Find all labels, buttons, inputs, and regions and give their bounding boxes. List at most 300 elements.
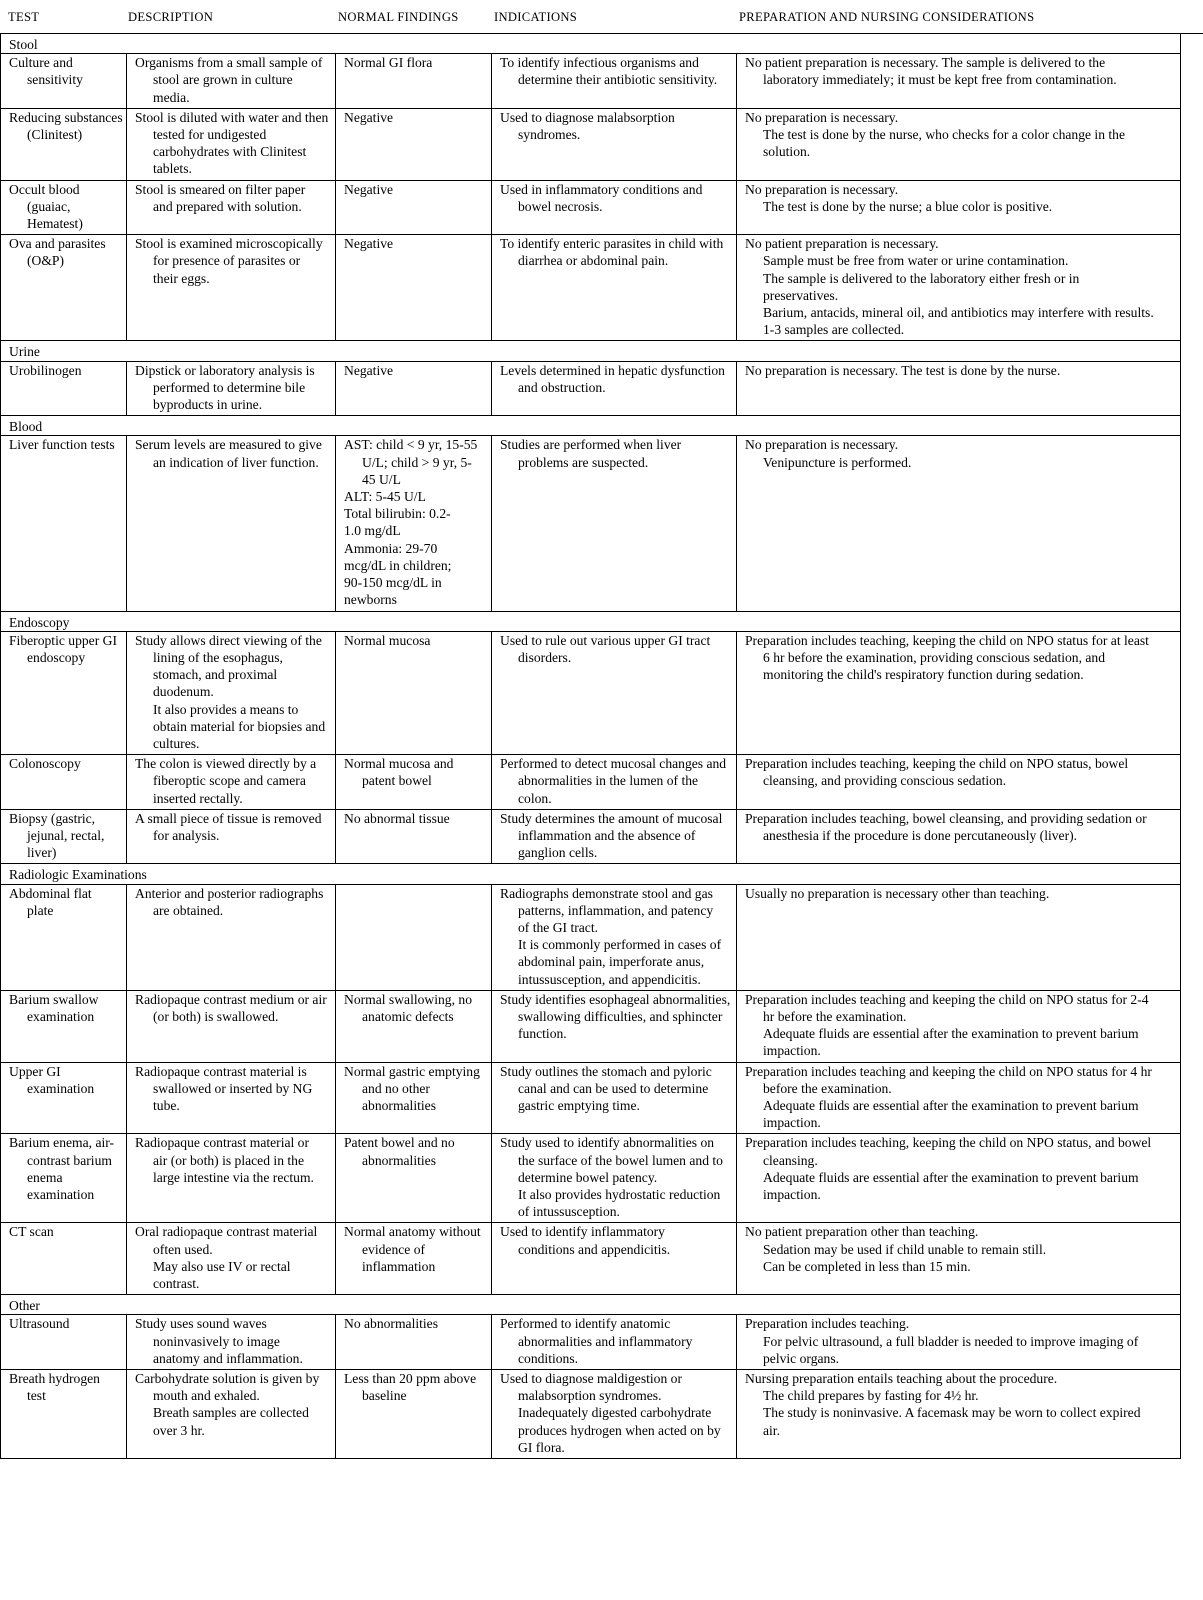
- preparation-line: Usually no preparation is necessary other than teaching.: [745, 885, 1050, 901]
- normal-findings-line: and no other: [362, 1080, 430, 1096]
- description-line: Carbohydrate solution is given by: [135, 1371, 320, 1387]
- indications-line: Levels determined in hepatic dysfunction: [500, 362, 725, 378]
- test-cell: [1, 1315, 127, 1370]
- description-line: Stool is diluted with water and then: [135, 109, 329, 125]
- description-line: anatomy and inflammation.: [153, 1350, 303, 1366]
- table-row: [1, 809, 1181, 864]
- indications-line: It also provides hydrostatic reduction: [518, 1187, 721, 1202]
- preparation-line: Nursing preparation entails teaching about the procedure.: [745, 1371, 1058, 1387]
- test-line: Upper GI: [9, 1063, 61, 1079]
- test-line: Ova and parasites: [9, 236, 106, 252]
- header-normal-findings: NORMAL FINDINGS: [338, 10, 459, 24]
- indications-line: abnormalities and inflammatory: [518, 1333, 693, 1349]
- section-row: [1, 34, 1181, 54]
- description-line: tube.: [153, 1097, 180, 1113]
- description-line: air (or both) is placed in the: [153, 1152, 304, 1168]
- description-cell: [127, 1223, 336, 1295]
- indications-cell: [492, 809, 737, 864]
- preparation-line: No patient preparation is necessary.: [745, 236, 939, 252]
- preparation-cell: [737, 990, 1181, 1062]
- indications-cell: [492, 436, 737, 611]
- test-line: examination: [27, 1187, 95, 1202]
- normal-findings-line: U/L; child > 9 yr, 5-: [362, 454, 472, 470]
- normal-findings-line: Normal gastric emptying: [344, 1063, 480, 1079]
- indications-line: GI flora.: [518, 1439, 565, 1455]
- test-line: Barium enema, air-: [9, 1135, 115, 1151]
- test-line: Abdominal flat: [9, 885, 92, 901]
- preparation-line: Preparation includes teaching, keeping the child on NPO status, bowel: [745, 756, 1129, 772]
- preparation-line: Adequate fluids are essential after the examination to prevent barium: [763, 1097, 1139, 1113]
- indications-cell: [492, 1062, 737, 1134]
- normal-findings-line: evidence of: [362, 1241, 426, 1257]
- description-cell: [127, 108, 336, 180]
- section-row: [1, 416, 1181, 436]
- section-row: [1, 1295, 1181, 1315]
- indications-cell: [492, 631, 737, 754]
- preparation-line: Barium, antacids, mineral oil, and antibiotics may interfere with results.: [763, 305, 1154, 321]
- description-line: often used.: [153, 1241, 213, 1257]
- normal-findings-line: Negative: [344, 181, 394, 197]
- description-line: May also use IV or rectal: [153, 1258, 291, 1274]
- description-line: performed to determine bile: [153, 379, 306, 395]
- test-line: examination: [27, 1080, 95, 1096]
- table-header: [0, 0, 1203, 34]
- normal-findings-line: Normal anatomy without: [344, 1224, 481, 1240]
- test-line: (guaiac,: [27, 198, 71, 214]
- description-cell: [127, 809, 336, 864]
- normal-findings-line: inflammation: [362, 1258, 436, 1274]
- description-line: over 3 hr.: [153, 1422, 205, 1438]
- indications-cell: [492, 108, 737, 180]
- normal-findings-line: ALT: 5-45 U/L: [344, 489, 426, 505]
- description-line: swallowed or inserted by NG: [153, 1080, 313, 1096]
- description-cell: [127, 1062, 336, 1134]
- preparation-line: Venipuncture is performed.: [763, 454, 912, 470]
- preparation-line: hr before the examination.: [763, 1008, 907, 1024]
- preparation-line: The study is noninvasive. A facemask may be worn to collect expired: [763, 1405, 1141, 1421]
- description-line: large intestine via the rectum.: [153, 1169, 314, 1185]
- test-cell: [1, 990, 127, 1062]
- description-cell: [127, 1315, 336, 1370]
- preparation-line: 6 hr before the examination, providing conscious sedation, and: [763, 649, 1106, 665]
- normal-findings-line: Negative: [344, 236, 394, 252]
- indications-cell: [492, 1223, 737, 1295]
- tests-table-body: [1, 34, 1181, 1459]
- test-line: Culture and: [9, 55, 73, 71]
- test-line: contrast barium: [27, 1152, 112, 1168]
- test-line: plate: [27, 902, 54, 918]
- tests-table: [0, 33, 1181, 1459]
- section-row: [1, 611, 1181, 631]
- test-cell: [1, 235, 127, 341]
- indications-cell: [492, 755, 737, 810]
- normal-findings-line: mcg/dL in children;: [344, 557, 452, 573]
- description-line: are obtained.: [153, 902, 224, 918]
- normal-findings-cell: [336, 1062, 492, 1134]
- header-description: DESCRIPTION: [128, 10, 214, 24]
- preparation-line: The test is done by the nurse, who checks for a color change in the: [763, 127, 1126, 143]
- indications-line: conditions and appendicitis.: [518, 1241, 671, 1257]
- description-cell: [127, 180, 336, 235]
- indications-cell: [492, 990, 737, 1062]
- preparation-line: Sample must be free from water or urine contamination.: [763, 253, 1069, 269]
- test-cell: [1, 755, 127, 810]
- test-line: Hematest): [27, 216, 83, 232]
- test-line: CT scan: [9, 1224, 54, 1240]
- preparation-cell: [737, 436, 1181, 611]
- description-line: inserted rectally.: [153, 790, 243, 806]
- preparation-line: 1-3 samples are collected.: [763, 322, 905, 338]
- description-line: Breath samples are collected: [153, 1405, 309, 1421]
- description-line: (or both) is swallowed.: [153, 1008, 279, 1024]
- preparation-cell: [737, 108, 1181, 180]
- description-line: Oral radiopaque contrast material: [135, 1224, 318, 1240]
- preparation-line: No patient preparation other than teaching.: [745, 1224, 979, 1240]
- test-cell: [1, 108, 127, 180]
- preparation-line: laboratory immediately; it must be kept free from contamination.: [763, 72, 1117, 88]
- table-row: [1, 180, 1181, 235]
- indications-line: function.: [518, 1026, 567, 1042]
- test-line: Ultrasound: [9, 1316, 70, 1332]
- preparation-cell: [737, 361, 1181, 416]
- normal-findings-line: Normal swallowing, no: [344, 991, 472, 1007]
- indications-line: disorders.: [518, 649, 572, 665]
- description-line: Stool is examined microscopically: [135, 236, 323, 252]
- normal-findings-cell: [336, 990, 492, 1062]
- description-line: an indication of liver function.: [153, 454, 319, 470]
- normal-findings-line: Patent bowel and no: [344, 1135, 455, 1151]
- indications-line: To identify infectious organisms and: [500, 55, 699, 71]
- section-row: [1, 864, 1181, 884]
- normal-findings-line: Total bilirubin: 0.2-: [344, 506, 451, 522]
- normal-findings-cell: [336, 755, 492, 810]
- normal-findings-cell: [336, 1370, 492, 1459]
- preparation-line: pelvic organs.: [763, 1350, 840, 1366]
- normal-findings-cell: [336, 436, 492, 611]
- normal-findings-cell: [336, 1315, 492, 1370]
- preparation-line: Adequate fluids are essential after the examination to prevent barium: [763, 1169, 1139, 1185]
- normal-findings-line: No abnormalities: [344, 1316, 439, 1332]
- preparation-cell: [737, 755, 1181, 810]
- preparation-line: Can be completed in less than 15 min.: [763, 1258, 971, 1274]
- preparation-line: No preparation is necessary.: [745, 109, 899, 125]
- description-cell: [127, 54, 336, 109]
- normal-findings-line: 90-150 mcg/dL in: [344, 575, 442, 591]
- indications-cell: [492, 361, 737, 416]
- section-title: Blood: [1, 416, 1181, 436]
- test-line: sensitivity: [27, 72, 83, 88]
- preparation-cell: [737, 1134, 1181, 1223]
- indications-line: Study determines the amount of mucosal: [500, 810, 723, 826]
- table-row: [1, 990, 1181, 1062]
- preparation-line: Preparation includes teaching.: [745, 1316, 910, 1332]
- indications-line: ganglion cells.: [518, 845, 598, 861]
- indications-line: Study used to identify abnormalities on: [500, 1135, 715, 1151]
- test-line: Reducing substances: [9, 109, 123, 125]
- test-line: test: [27, 1388, 46, 1404]
- indications-line: Used to diagnose maldigestion or: [500, 1371, 682, 1387]
- indications-cell: [492, 54, 737, 109]
- table-row: [1, 235, 1181, 341]
- preparation-line: The child prepares by fasting for 4½ hr.: [763, 1388, 979, 1404]
- indications-line: canal and can be used to determine: [518, 1080, 709, 1096]
- indications-line: Performed to detect mucosal changes and: [500, 756, 727, 772]
- description-line: fiberoptic scope and camera: [153, 773, 306, 789]
- description-line: Study uses sound waves: [135, 1316, 267, 1332]
- description-line: Study allows direct viewing of the: [135, 632, 322, 648]
- description-line: mouth and exhaled.: [153, 1388, 260, 1404]
- indications-line: It is commonly performed in cases of: [518, 937, 722, 953]
- normal-findings-cell: [336, 884, 492, 990]
- test-cell: [1, 809, 127, 864]
- preparation-cell: [737, 884, 1181, 990]
- test-line: Biopsy (gastric,: [9, 810, 96, 826]
- indications-cell: [492, 235, 737, 341]
- preparation-cell: [737, 235, 1181, 341]
- preparation-line: solution.: [763, 144, 811, 160]
- test-line: Fiberoptic upper GI: [9, 632, 117, 648]
- description-line: stool are grown in culture: [153, 72, 293, 88]
- preparation-line: preservatives.: [763, 287, 839, 303]
- description-line: It also provides a means to: [153, 701, 299, 717]
- table-row: [1, 1370, 1181, 1459]
- indications-line: conditions.: [518, 1350, 579, 1366]
- preparation-line: Preparation includes teaching, keeping the child on NPO status, and bowel: [745, 1135, 1152, 1151]
- normal-findings-line: 1.0 mg/dL: [344, 523, 401, 539]
- preparation-line: For pelvic ultrasound, a full bladder is needed to improve imaging of: [763, 1333, 1139, 1349]
- preparation-line: cleansing, and providing conscious sedation.: [763, 773, 1007, 789]
- indications-line: syndromes.: [518, 127, 581, 143]
- description-line: obtain material for biopsies and: [153, 718, 326, 734]
- description-line: tested for undigested: [153, 127, 267, 143]
- preparation-line: Preparation includes teaching and keeping the child on NPO status for 2-4: [745, 991, 1149, 1007]
- indications-line: colon.: [518, 790, 552, 806]
- preparation-cell: [737, 180, 1181, 235]
- normal-findings-line: Negative: [344, 109, 394, 125]
- indications-line: of intussusception.: [518, 1204, 620, 1220]
- description-line: their eggs.: [153, 270, 210, 286]
- normal-findings-cell: [336, 235, 492, 341]
- description-line: contrast.: [153, 1276, 200, 1292]
- preparation-line: impaction.: [763, 1043, 821, 1059]
- indications-line: bowel necrosis.: [518, 198, 603, 214]
- indications-line: produces hydrogen when acted on by: [518, 1422, 721, 1438]
- indications-line: diarrhea or abdominal pain.: [518, 253, 669, 269]
- preparation-cell: [737, 631, 1181, 754]
- indications-line: Used to identify inflammatory: [500, 1224, 665, 1240]
- test-cell: [1, 361, 127, 416]
- test-line: (Clinitest): [27, 127, 83, 143]
- description-line: media.: [153, 89, 190, 105]
- description-line: lining of the esophagus,: [153, 649, 283, 665]
- table-row: [1, 1315, 1181, 1370]
- section-title: Urine: [1, 341, 1181, 361]
- preparation-line: Adequate fluids are essential after the examination to prevent barium: [763, 1026, 1139, 1042]
- description-cell: [127, 1370, 336, 1459]
- normal-findings-line: Normal mucosa and: [344, 756, 454, 772]
- preparation-line: impaction.: [763, 1187, 821, 1202]
- preparation-line: monitoring the child's respiratory function during sedation.: [763, 667, 1084, 683]
- header-test: TEST: [8, 10, 40, 24]
- indications-line: Performed to identify anatomic: [500, 1316, 671, 1332]
- preparation-line: Preparation includes teaching and keeping the child on NPO status for 4 hr: [745, 1063, 1152, 1079]
- description-line: Anterior and posterior radiographs: [135, 885, 324, 901]
- indications-cell: [492, 884, 737, 990]
- test-cell: [1, 631, 127, 754]
- test-cell: [1, 54, 127, 109]
- test-line: Urobilinogen: [9, 362, 82, 378]
- test-line: (O&P): [27, 253, 65, 269]
- preparation-cell: [737, 1223, 1181, 1295]
- indications-line: abdominal pain, imperforate anus,: [518, 954, 705, 970]
- description-line: stomach, and proximal: [153, 667, 278, 683]
- description-line: for analysis.: [153, 827, 220, 843]
- description-cell: [127, 990, 336, 1062]
- table-row: [1, 1134, 1181, 1223]
- indications-line: problems are suspected.: [518, 454, 649, 470]
- description-line: carbohydrates with Clinitest: [153, 144, 307, 160]
- description-line: byproducts in urine.: [153, 397, 263, 413]
- preparation-line: anesthesia if the procedure is done percutaneously (liver).: [763, 827, 1078, 843]
- normal-findings-cell: [336, 631, 492, 754]
- indications-line: gastric emptying time.: [518, 1097, 640, 1113]
- test-line: liver): [27, 845, 57, 861]
- table-row: [1, 436, 1181, 611]
- normal-findings-cell: [336, 361, 492, 416]
- indications-line: Used to diagnose malabsorption: [500, 109, 675, 125]
- preparation-line: No patient preparation is necessary. The sample is delivered to the: [745, 55, 1106, 71]
- indications-line: swallowing difficulties, and sphincter: [518, 1008, 723, 1024]
- section-title: Radiologic Examinations: [1, 864, 1181, 884]
- preparation-line: No preparation is necessary.: [745, 181, 899, 197]
- indications-line: Study outlines the stomach and pyloric: [500, 1063, 712, 1079]
- indications-line: inflammation and the absence of: [518, 827, 696, 843]
- test-line: Occult blood: [9, 181, 80, 197]
- test-line: Colonoscopy: [9, 756, 81, 772]
- preparation-line: The test is done by the nurse; a blue color is positive.: [763, 198, 1053, 214]
- description-line: Radiopaque contrast material is: [135, 1063, 307, 1079]
- normal-findings-line: anatomic defects: [362, 1008, 454, 1024]
- test-cell: [1, 180, 127, 235]
- section-title: Stool: [1, 34, 1181, 54]
- indications-line: Studies are performed when liver: [500, 437, 682, 453]
- normal-findings-cell: [336, 180, 492, 235]
- description-line: Stool is smeared on filter paper: [135, 181, 306, 197]
- preparation-line: cleansing.: [763, 1152, 818, 1168]
- description-line: A small piece of tissue is removed: [135, 810, 322, 826]
- indications-line: determine their antibiotic sensitivity.: [518, 72, 718, 88]
- table-row: [1, 108, 1181, 180]
- table-row: [1, 1062, 1181, 1134]
- indications-line: Used to rule out various upper GI tract: [500, 632, 711, 648]
- test-cell: [1, 1223, 127, 1295]
- description-cell: [127, 235, 336, 341]
- test-cell: [1, 1062, 127, 1134]
- test-cell: [1, 884, 127, 990]
- normal-findings-line: Normal GI flora: [344, 55, 433, 71]
- normal-findings-line: abnormalities: [362, 1152, 436, 1168]
- indications-line: Radiographs demonstrate stool and gas: [500, 885, 713, 901]
- preparation-line: Sedation may be used if child unable to remain still.: [763, 1241, 1047, 1257]
- indications-cell: [492, 1315, 737, 1370]
- indications-line: intussusception, and appendicitis.: [518, 971, 701, 987]
- preparation-cell: [737, 1062, 1181, 1134]
- preparation-cell: [737, 1315, 1181, 1370]
- description-cell: [127, 631, 336, 754]
- description-cell: [127, 884, 336, 990]
- description-line: for presence of parasites or: [153, 253, 301, 269]
- table-row: [1, 54, 1181, 109]
- description-line: Serum levels are measured to give: [135, 437, 322, 453]
- table-row: [1, 755, 1181, 810]
- test-line: examination: [27, 1008, 95, 1024]
- test-line: enema: [27, 1169, 63, 1185]
- description-line: tablets.: [153, 161, 192, 177]
- normal-findings-line: Normal mucosa: [344, 632, 431, 648]
- table-row: [1, 631, 1181, 754]
- description-line: cultures.: [153, 735, 200, 751]
- indications-cell: [492, 180, 737, 235]
- indications-cell: [492, 1134, 737, 1223]
- header-indications: INDICATIONS: [494, 10, 578, 24]
- table-row: [1, 1223, 1181, 1295]
- test-line: Barium swallow: [9, 991, 99, 1007]
- description-cell: [127, 1134, 336, 1223]
- normal-findings-line: AST: child < 9 yr, 15-55: [344, 437, 478, 453]
- test-cell: [1, 1370, 127, 1459]
- indications-line: To identify enteric parasites in child with: [500, 236, 724, 252]
- preparation-line: Preparation includes teaching, bowel cleansing, and providing sedation or: [745, 810, 1147, 826]
- indications-line: Inadequately digested carbohydrate: [518, 1405, 712, 1421]
- preparation-cell: [737, 1370, 1181, 1459]
- preparation-line: air.: [763, 1422, 780, 1438]
- normal-findings-cell: [336, 1223, 492, 1295]
- description-line: duodenum.: [153, 684, 214, 700]
- indications-line: patterns, inflammation, and patency: [518, 902, 714, 918]
- section-title: Endoscopy: [1, 611, 1181, 631]
- indications-line: determine bowel patency.: [518, 1169, 658, 1185]
- normal-findings-line: Less than 20 ppm above: [344, 1371, 477, 1387]
- normal-findings-line: newborns: [344, 592, 397, 608]
- description-line: Dipstick or laboratory analysis is: [135, 362, 315, 378]
- indications-line: of the GI tract.: [518, 919, 599, 935]
- preparation-cell: [737, 54, 1181, 109]
- table-row: [1, 884, 1181, 990]
- indications-cell: [492, 1370, 737, 1459]
- description-cell: [127, 436, 336, 611]
- normal-findings-line: baseline: [362, 1388, 407, 1404]
- preparation-cell: [737, 809, 1181, 864]
- normal-findings-cell: [336, 108, 492, 180]
- description-line: The colon is viewed directly by a: [135, 756, 317, 772]
- normal-findings-cell: [336, 809, 492, 864]
- preparation-line: impaction.: [763, 1115, 821, 1131]
- preparation-line: Preparation includes teaching, keeping the child on NPO status for at least: [745, 632, 1149, 648]
- section-title: Other: [1, 1295, 1181, 1315]
- description-line: Organisms from a small sample of: [135, 55, 323, 71]
- test-line: Liver function tests: [9, 437, 115, 453]
- test-line: endoscopy: [27, 649, 86, 665]
- indications-line: malabsorption syndromes.: [518, 1388, 662, 1404]
- description-line: Radiopaque contrast material or: [135, 1135, 310, 1151]
- normal-findings-line: patent bowel: [362, 773, 432, 789]
- preparation-line: No preparation is necessary.: [745, 437, 899, 453]
- header-preparation: PREPARATION AND NURSING CONSIDERATIONS: [739, 10, 1035, 24]
- section-row: [1, 341, 1181, 361]
- description-cell: [127, 755, 336, 810]
- normal-findings-cell: [336, 54, 492, 109]
- description-line: noninvasively to image: [153, 1333, 280, 1349]
